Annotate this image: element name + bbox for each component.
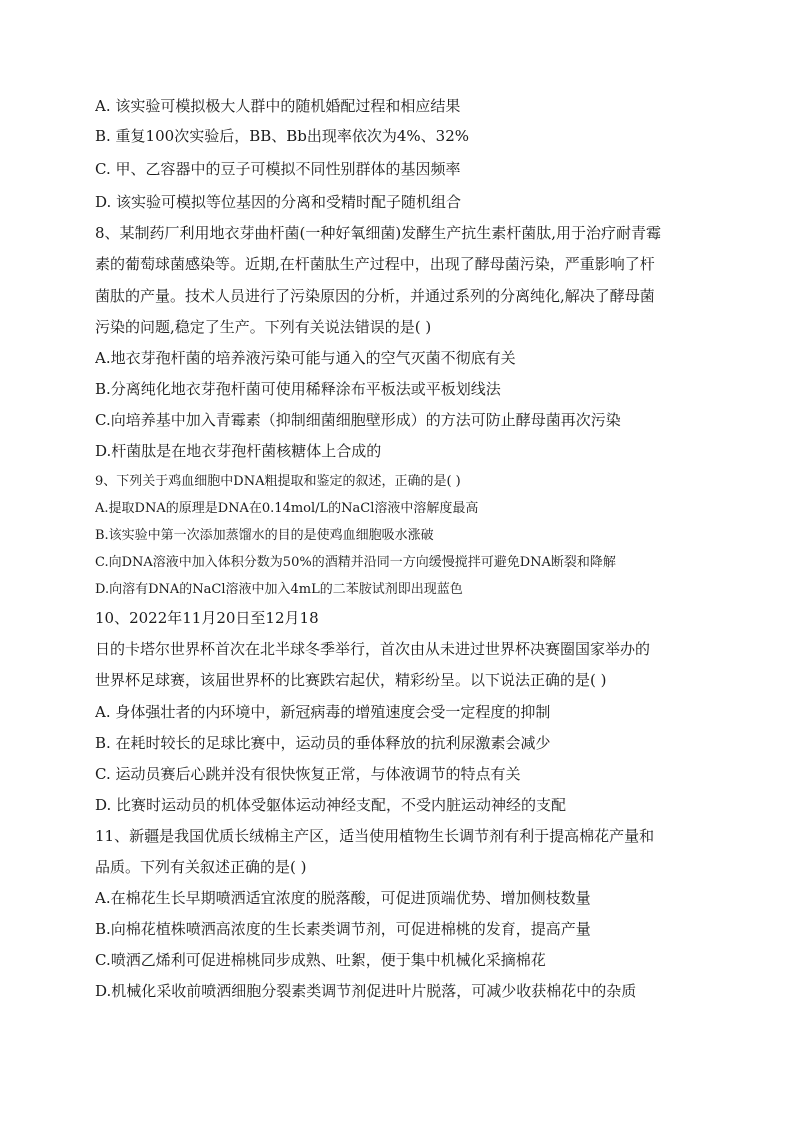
q8-option-c: C.向培养基中加入青霉素（抑制细菌细胞壁形成）的方法可防止酵母菌再次污染 bbox=[95, 411, 621, 429]
q11-stem-line-2: 品质。下列有关叙述正确的是( ) bbox=[95, 858, 307, 876]
q7-option-b: B. 重复100次实验后，BB、Bb出现率依次为4%、32% bbox=[95, 127, 469, 145]
q9-option-c: C.向DNA溶液中加入体积分数为50%的酒精并沿同一方向缓慢搅拌可避免DNA断裂和降解 bbox=[95, 555, 616, 570]
q8-option-d: D.杆菌肽是在地衣芽孢杆菌核糖体上合成的 bbox=[95, 442, 382, 460]
q7-option-a: A. 该实验可模拟极大人群中的随机婚配过程和相应结果 bbox=[95, 97, 461, 115]
q10-stem-line-3: 世界杯足球赛，该届世界杯的比赛跌宕起伏，精彩纷呈。以下说法正确的是( ) bbox=[95, 671, 607, 689]
q11-option-a: A.在棉花生长早期喷洒适宜浓度的脱落酸，可促进顶端优势、增加侧枝数量 bbox=[95, 889, 591, 907]
q10-option-b: B. 在耗时较长的足球比赛中，运动员的垂体释放的抗利尿激素会减少 bbox=[95, 734, 551, 752]
q9-option-b: B.该实验中第一次添加蒸馏水的目的是使鸡血细胞吸水涨破 bbox=[95, 528, 434, 543]
q9-option-a: A.提取DNA的原理是DNA在0.14mol/L的NaCl溶液中溶解度最高 bbox=[95, 501, 479, 516]
q10-option-a: A. 身体强壮者的内环境中，新冠病毒的增殖速度会受一定程度的抑制 bbox=[95, 703, 551, 721]
q10-stem-line-1: 10、2022年11月20日至12月18 bbox=[95, 609, 319, 627]
q11-stem-line-1: 11、新疆是我国优质长绒棉主产区，适当使用植物生长调节剂有利于提高棉花产量和 bbox=[95, 827, 655, 845]
q11-option-b: B.向棉花植株喷洒高浓度的生长素类调节剂，可促进棉桃的发育，提高产量 bbox=[95, 920, 591, 938]
q11-option-c: C.喷洒乙烯利可促进棉桃同步成熟、吐絮，便于集中机械化采摘棉花 bbox=[95, 951, 546, 969]
q8-stem-line-2: 素的葡萄球菌感染等。近期,在杆菌肽生产过程中，出现了酵母菌污染，严重影响了杆 bbox=[95, 255, 655, 273]
q10-option-d: D. 比赛时运动员的机体受躯体运动神经支配，不受内脏运动神经的支配 bbox=[95, 796, 567, 814]
q11-option-d: D.机械化采收前喷洒细胞分裂素类调节剂促进叶片脱落，可减少收获棉花中的杂质 bbox=[95, 982, 637, 1000]
q9-option-d: D.向溶有DNA的NaCl溶液中加入4mL的二苯胺试剂即出现蓝色 bbox=[95, 582, 463, 597]
q8-stem-line-4: 污染的问题,稳定了生产。下列有关说法错误的是( ) bbox=[95, 318, 432, 336]
q10-stem-line-2: 日的卡塔尔世界杯首次在北半球冬季举行，首次由从未进过世界杯决赛圈国家举办的 bbox=[95, 640, 651, 658]
q7-option-c: C. 甲、乙容器中的豆子可模拟不同性别群体的基因频率 bbox=[95, 160, 461, 178]
q7-option-d: D. 该实验可模拟等位基因的分离和受精时配子随机组合 bbox=[95, 193, 462, 211]
q8-option-a: A.地衣芽孢杆菌的培养液污染可能与通入的空气灭菌不彻底有关 bbox=[95, 349, 516, 367]
q10-option-c: C. 运动员赛后心跳并没有很快恢复正常，与体液调节的特点有关 bbox=[95, 765, 521, 783]
q9-stem: 9、下列关于鸡血细胞中DNA粗提取和鉴定的叙述，正确的是( ) bbox=[95, 474, 461, 489]
q8-stem-line-3: 菌肽的产量。技术人员进行了污染原因的分析，并通过系列的分离纯化,解决了酵母菌 bbox=[95, 287, 655, 305]
q8-option-b: B.分离纯化地衣芽孢杆菌可使用稀释涂布平板法或平板划线法 bbox=[95, 380, 501, 398]
q8-stem-line-1: 8、某制药厂利用地衣芽曲杆菌(一种好氧细菌)发酵生产抗生素杆菌肽,用于治疗耐青霉 bbox=[95, 224, 662, 242]
